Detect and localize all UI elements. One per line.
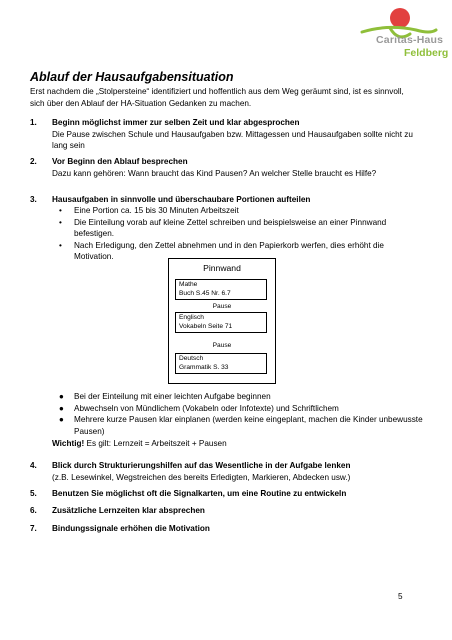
step-3-bullet-list-continued — [30, 391, 425, 437]
pinnwand-card: Englisch Vokabeln Seite 71 — [175, 312, 267, 333]
list-item: • Die Einteilung vorab auf kleine Zettel schreiben und beispielsweise an einer Pinnwand befestigen. — [59, 217, 387, 238]
pinnwand-card: Deutsch Grammatik S. 33 — [175, 353, 267, 374]
step-number: 1. — [30, 118, 37, 127]
intro-paragraph: Erst nachdem die „Stolpersteine“ identifiziert und hoffentlich aus dem Weg geräumt sind, ist es sinnvoll, sich über den Ablauf der HA-Situation Gedanken zu machen. — [30, 87, 404, 108]
bullet-icon: ● — [59, 403, 64, 413]
step-number: 5. — [30, 489, 37, 498]
page-number: 5 — [398, 592, 403, 601]
step-number: 7. — [30, 524, 37, 533]
pinnwand-card: Mathe Buch S.45 Nr. 6.7 — [175, 279, 267, 300]
pinnwand-board — [168, 258, 276, 384]
pinnwand-pause-label: Pause — [212, 342, 232, 349]
step-heading: Blick durch Strukturierungshilfen auf das Wesentliche in der Aufgabe lenken — [52, 461, 351, 470]
step-body: Die Pause zwischen Schule und Hausaufgaben bzw. Mittagessen und Hausaufgaben sollte nicht zu lang sein — [52, 129, 413, 150]
step-heading: Bindungssignale erhöhen die Motivation — [52, 524, 210, 533]
step-heading: Vor Beginn den Ablauf besprechen — [52, 157, 188, 166]
step-number: 6. — [30, 506, 37, 515]
caritas-haus-logo — [318, 4, 449, 62]
list-item: • Nach Erledigung, den Zettel abnehmen und in den Papierkorb werfen, dies erhöht die Motivation. — [59, 240, 384, 261]
step-3-bullet-list — [30, 205, 425, 263]
pinnwand-pause-label: Pause — [212, 303, 232, 310]
important-text: Es gilt: Lernzeit = Arbeitszeit + Pausen — [84, 439, 227, 448]
step-number: 4. — [30, 461, 37, 470]
step-number: 3. — [30, 195, 37, 204]
step-heading: Benutzen Sie möglichst oft die Signalkarten, um eine Routine zu entwickeln — [52, 489, 347, 498]
step-heading: Beginn möglichst immer zur selben Zeit und klar abgesprochen — [52, 118, 300, 127]
bullet-icon: ● — [59, 392, 64, 401]
step-body: (z.B. Lesewinkel, Wegstreichen des bereits Erledigten, Markieren, Abdecken usw.) — [52, 472, 351, 482]
step-heading: Zusätzliche Lernzeiten klar absprechen — [52, 506, 205, 515]
step-number: 2. — [30, 157, 37, 166]
logo-place: Feldberg — [404, 47, 449, 59]
bullet-icon: ● — [59, 415, 64, 424]
pinnwand-title: Pinnwand — [203, 263, 241, 273]
bullet-icon: • — [59, 240, 62, 250]
list-item: ● Abwechseln von Mündlichem (Vokabeln oder Infotexte) und Schriftlichem — [59, 403, 339, 413]
step-body: Dazu kann gehören: Wann braucht das Kind Pausen? An welcher Stelle braucht es Hilfe? — [52, 168, 377, 178]
list-item: ● Mehrere kurze Pausen klar einplanen (werden keine eingeplant, machen die Kinder unbewusste Pausen) — [59, 415, 423, 436]
page-title: Ablauf der Hausaufgabensituation — [30, 70, 234, 84]
list-item: • Eine Portion ca. 15 bis 30 Minuten Arbeitszeit — [59, 206, 239, 215]
bullet-icon: • — [59, 217, 62, 227]
important-label: Wichtig! — [52, 439, 85, 448]
important-note — [52, 439, 227, 448]
bullet-icon: • — [59, 206, 62, 215]
logo-name: Caritas-Haus — [376, 34, 444, 46]
step-heading: Hausaufgaben in sinnvolle und überschaubare Portionen aufteilen — [52, 195, 311, 204]
list-item: ● Bei der Einteilung mit einer leichten Aufgabe beginnen — [59, 392, 271, 401]
